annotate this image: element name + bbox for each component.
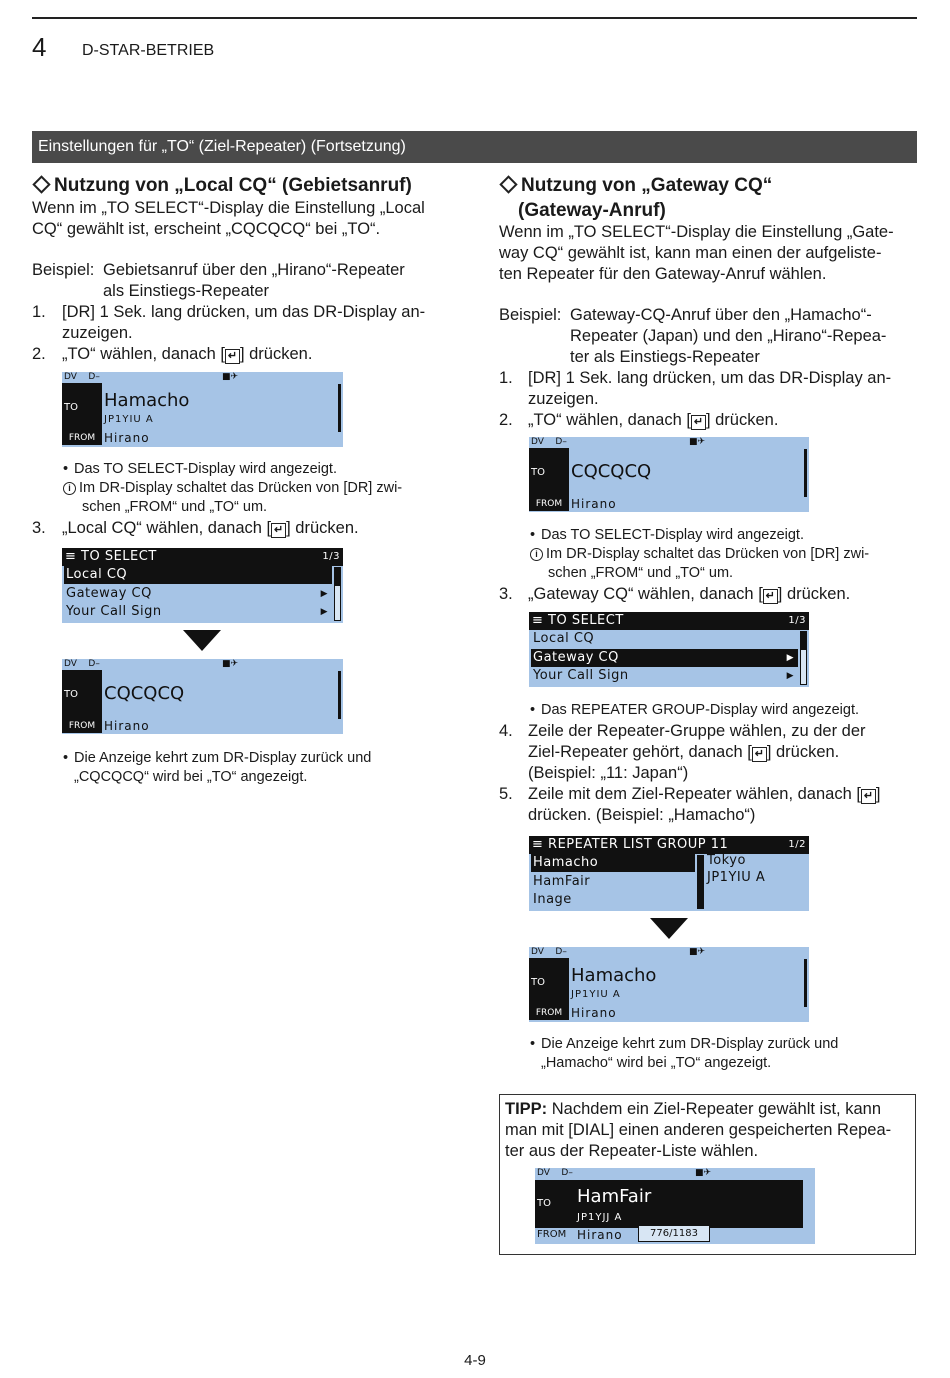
enter-key-icon: ↵	[861, 789, 876, 804]
right-example-1: Gateway-CQ-Anruf über den „Hamacho“-	[570, 306, 872, 324]
diamond-icon	[499, 176, 517, 194]
from-value: Hirano	[104, 719, 150, 733]
lcd-dr-hamfair	[535, 1168, 815, 1244]
lcd-to-call: Hamacho	[571, 965, 657, 986]
left-example-label: Beispiel:	[32, 261, 95, 279]
lcd-mode: DV D–	[64, 372, 100, 382]
menu-item-your-call-sign: Your Call Sign ▶	[533, 668, 794, 683]
lcd-to-select-local	[62, 548, 343, 623]
to-label-block: TO	[62, 670, 102, 720]
lcd-sidebar	[804, 449, 807, 497]
lcd-sidebar	[338, 384, 341, 432]
list-scrollbar	[697, 855, 704, 909]
left-note-end-2: „CQCQCQ“ wird bei „TO“ angezeigt.	[74, 769, 308, 785]
lcd-to-select-gateway	[529, 612, 809, 687]
menu-item-gateway-cq: Gateway CQ ▶	[66, 586, 328, 601]
header-rule	[32, 17, 917, 19]
tip-line-1: TIPP: Nachdem ein Ziel-Repeater gewählt ist, kann	[505, 1100, 882, 1118]
from-label: FROM	[62, 431, 102, 445]
page-number: 4-9	[464, 1352, 486, 1369]
lcd-dr-cqcqcq-right	[529, 437, 809, 512]
from-value: Hirano	[577, 1228, 623, 1242]
menu-item-local-cq: Local CQ	[64, 566, 332, 584]
lcd-dr-hamacho	[62, 372, 343, 447]
left-info1-1: i Im DR-Display schaltet das Drücken von [DR] zwi-	[63, 479, 402, 498]
menu-item-gateway-cq: Gateway CQ ▶	[531, 649, 798, 667]
signal-icon: ■✈	[222, 659, 239, 669]
right-step4-1: Zeile der Repeater-Gruppe wählen, zu der der	[528, 722, 866, 740]
right-example-2: Repeater (Japan) und den „Hirano“-Repea-	[570, 327, 887, 345]
right-step1-1: [DR] 1 Sek. lang drücken, um das DR-Display an-	[528, 369, 892, 387]
to-label: TO	[537, 1198, 551, 1209]
right-step2: „TO“ wählen, danach [ ↵ ] drücken.	[528, 411, 779, 429]
menu-item-local-cq: Local CQ	[533, 631, 595, 646]
repeater-callsign: JP1YIU A	[707, 870, 766, 885]
lcd-sidebar	[338, 671, 341, 719]
right-example-3: ter als Einstiegs-Repeater	[570, 348, 760, 366]
lcd-mode: DV D–	[531, 437, 567, 447]
left-intro-1: Wenn im „TO SELECT“-Display die Einstellung „Local	[32, 199, 425, 217]
info-icon: i	[530, 548, 543, 561]
chapter-number: 4	[32, 32, 47, 62]
lcd-mode: DV D–	[64, 659, 100, 669]
left-info1-2: schen „FROM“ und „TO“ um.	[82, 499, 268, 515]
right-step4-num: 4.	[499, 722, 513, 740]
lcd-dr-hamacho-right	[529, 947, 809, 1022]
right-example-label: Beispiel:	[499, 306, 562, 324]
right-step1-num: 1.	[499, 369, 513, 387]
chapter-title: D-STAR-BETRIEB	[82, 42, 215, 59]
lcd-mode: DV D–	[537, 1168, 573, 1178]
enter-key-icon: ↵	[271, 523, 286, 538]
right-step5-num: 5.	[499, 785, 513, 803]
left-example-1: Gebietsanruf über den „Hirano“-Repeater	[103, 261, 405, 279]
right-info1-1: i Im DR-Display schaltet das Drücken von [DR] zwi-	[530, 545, 869, 564]
lcd-dr-cqcqcq	[62, 659, 343, 734]
menu-title: ≡ REPEATER LIST GROUP 11 1/2	[529, 836, 809, 854]
left-step1-2: zuzeigen.	[62, 324, 133, 342]
right-step5-1: Zeile mit dem Ziel-Repeater wählen, danach [ ↵ ]	[528, 785, 881, 803]
lcd-highlight-block	[535, 1180, 803, 1228]
signal-icon: ■✈	[695, 1168, 712, 1178]
right-note-end-2: „Hamacho“ wird bei „TO“ angezeigt.	[541, 1055, 772, 1071]
from-value: Hirano	[104, 431, 150, 445]
tip-line-2: man mit [DIAL] einen anderen gespeicherten Repea-	[505, 1121, 892, 1139]
lcd-to-call: Hamacho	[104, 390, 190, 411]
right-step1-2: zuzeigen.	[528, 390, 599, 408]
menu-scrollbar	[800, 631, 807, 685]
right-info1-2: schen „FROM“ und „TO“ um.	[548, 565, 734, 581]
signal-icon: ■✈	[689, 437, 706, 447]
repeater-counter: 776/1183	[638, 1225, 710, 1242]
right-intro-3: ten Repeater für den Gateway-Anruf wählen.	[499, 265, 827, 283]
enter-key-icon: ↵	[225, 349, 240, 364]
left-step3: „Local CQ“ wählen, danach [ ↵ ] drücken.	[62, 519, 359, 537]
signal-icon: ■✈	[689, 947, 706, 957]
left-step2: „TO“ wählen, danach [ ↵ ] drücken.	[62, 345, 313, 363]
right-intro-2: way CQ“ gewählt ist, kann man einen der aufgeliste-	[499, 244, 882, 262]
to-label-block: TO	[62, 383, 102, 433]
right-step4-3: (Beispiel: „11: Japan“)	[528, 764, 689, 782]
left-step3-num: 3.	[32, 519, 46, 537]
right-step4-2: Ziel-Repeater gehört, danach [ ↵ ] drücken.	[528, 743, 840, 761]
left-example-2: als Einstiegs-Repeater	[103, 282, 269, 300]
left-note1: • Das TO SELECT-Display wird angezeigt.	[74, 460, 337, 479]
list-item-inage: Inage	[533, 892, 572, 907]
left-heading: Nutzung von „Local CQ“ (Gebietsanruf)	[32, 174, 412, 197]
signal-icon: ■✈	[222, 372, 239, 382]
right-note1: • Das TO SELECT-Display wird angezeigt.	[541, 526, 804, 545]
from-value: Hirano	[571, 1006, 617, 1020]
to-label-block: TO	[529, 958, 569, 1008]
tip-line-3: ter aus der Repeater-Liste wählen.	[505, 1142, 759, 1160]
down-arrow-icon	[183, 630, 221, 651]
right-heading-1: Nutzung von „Gateway CQ“	[499, 174, 772, 197]
enter-key-icon: ↵	[763, 589, 778, 604]
left-intro-2: CQ“ gewählt ist, erscheint „CQCQCQ“ bei „TO“.	[32, 220, 381, 238]
right-step3: „Gateway CQ“ wählen, danach [ ↵ ] drücken.	[528, 585, 851, 603]
right-note-end-1: • Die Anzeige kehrt zum DR-Display zurück und	[541, 1035, 838, 1054]
from-label: FROM	[529, 1006, 569, 1020]
list-item-hamfair: HamFair	[533, 874, 591, 889]
menu-item-your-call-sign: Your Call Sign ▶	[66, 604, 328, 619]
lcd-sidebar	[804, 959, 807, 1007]
right-heading-2: (Gateway-Anruf)	[518, 200, 666, 221]
info-icon: i	[63, 482, 76, 495]
menu-title: ≡ TO SELECT 1/3	[62, 548, 343, 566]
diamond-icon	[32, 176, 50, 194]
lcd-to-callsign: JP1YJJ A	[577, 1212, 623, 1223]
enter-key-icon: ↵	[691, 415, 706, 430]
lcd-to-call: CQCQCQ	[104, 683, 185, 704]
right-step5-2: drücken. (Beispiel: „Hamacho“)	[528, 806, 756, 824]
lcd-to-callsign: JP1YIU A	[104, 414, 154, 425]
from-label: FROM	[537, 1229, 567, 1240]
right-intro-1: Wenn im „TO SELECT“-Display die Einstellung „Gate-	[499, 223, 894, 241]
right-step2-num: 2.	[499, 411, 513, 429]
lcd-mode: DV D–	[531, 947, 567, 957]
left-step1-num: 1.	[32, 303, 46, 321]
left-step1-1: [DR] 1 Sek. lang drücken, um das DR-Display an-	[62, 303, 426, 321]
from-label: FROM	[529, 497, 569, 511]
repeater-name: Tokyo	[707, 853, 746, 868]
from-value: Hirano	[571, 497, 617, 511]
from-label: FROM	[62, 719, 102, 733]
left-step2-num: 2.	[32, 345, 46, 363]
lcd-to-call: HamFair	[577, 1186, 652, 1207]
lcd-to-callsign: JP1YIU A	[571, 989, 621, 1000]
right-step3-num: 3.	[499, 585, 513, 603]
lcd-to-call: CQCQCQ	[571, 461, 652, 482]
lcd-repeater-list	[529, 836, 809, 911]
right-note3: • Das REPEATER GROUP-Display wird angezeigt.	[541, 701, 859, 720]
menu-scrollbar	[334, 567, 341, 621]
section-banner: Einstellungen für „TO“ (Ziel-Repeater) (Fortsetzung)	[32, 131, 917, 163]
list-item-hamacho: Hamacho	[531, 854, 695, 872]
to-label-block: TO	[529, 448, 569, 498]
menu-title: ≡ TO SELECT 1/3	[529, 612, 809, 630]
down-arrow-icon	[650, 918, 688, 939]
left-note-end-1: • Die Anzeige kehrt zum DR-Display zurück und	[74, 749, 371, 768]
enter-key-icon: ↵	[752, 747, 767, 762]
